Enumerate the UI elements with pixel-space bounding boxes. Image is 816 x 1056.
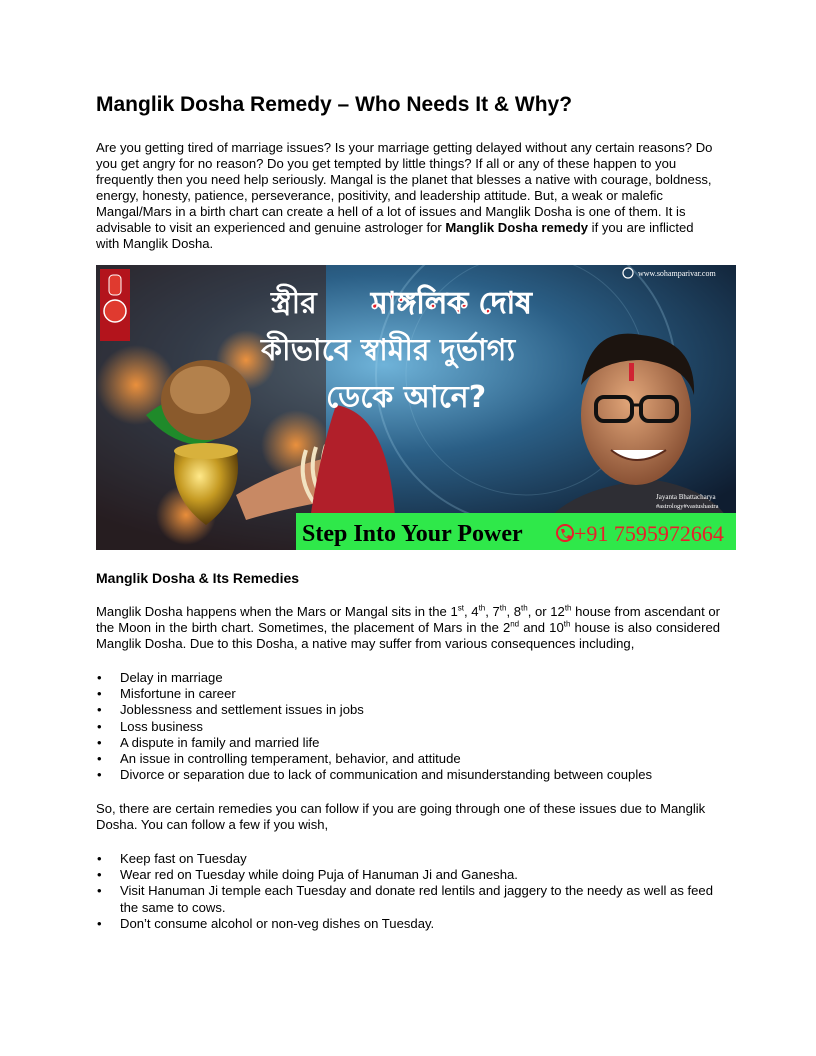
bullet-icon: • — [97, 751, 102, 767]
bullet-icon: • — [97, 734, 102, 750]
bengali-line1-white: স্ত্রীর — [271, 286, 317, 321]
list-item-text: Keep fast on Tuesday — [120, 851, 247, 866]
p2-sup-6: nd — [510, 619, 520, 629]
intro-paragraph — [96, 140, 720, 252]
bullet-icon: • — [97, 718, 102, 734]
remedies-list — [96, 851, 720, 932]
banner-phone: +91 7595972664 — [574, 521, 724, 546]
bengali-line3: ডেকে আনে? — [326, 380, 487, 415]
list-item-text: Loss business — [120, 718, 203, 734]
list-item — [96, 670, 720, 686]
list-item — [96, 686, 720, 702]
list-item — [96, 851, 720, 867]
list-item-text: Wear red on Tuesday while doing Puja of Hanuman Ji and Ganesha. — [120, 867, 518, 883]
intro-text: Are you getting tired of marriage issues? Is your marriage getting delayed without any certain reasons? Do you get angry for no reason? Do you get tempted by little things? If all or any of these happen to you frequently then you need help seriously. Mangal is the planet that blesses a native with courage, boldness, energy, honesty, patience, perseverance, positivity, and leadership attitude. But, a weak or malefic Mangal/Mars in a birth chart can create a hell of a lot of issues and Manglik Dosha is one of them. It is advisable to visit an experienced and genuine astrologer for — [96, 140, 713, 235]
person-handle: #astrology#vastushastra — [656, 503, 719, 510]
section-heading: Manglik Dosha & Its Remedies — [96, 570, 300, 586]
bullet-icon: • — [97, 670, 102, 685]
page-title: Manglik Dosha Remedy – Who Needs It & Why? — [96, 93, 573, 116]
banner-tagline: Step Into Your Power — [302, 521, 523, 547]
list-item-text: Misfortune in career — [120, 686, 236, 702]
list-item — [96, 916, 720, 932]
website-url: www.sohamparivar.com — [638, 269, 716, 278]
p2-sup-4: th — [521, 603, 528, 613]
list-item-text: A dispute in family and married life — [120, 734, 320, 750]
list-item — [96, 735, 720, 751]
list-item — [96, 767, 720, 783]
list-item-text: Joblessness and settlement issues in jobs — [120, 702, 364, 718]
p2-text-4: , 8 — [506, 604, 522, 619]
intro-bold-keyword: Manglik Dosha remedy — [445, 220, 589, 235]
list-item — [96, 883, 720, 915]
banner-graphic — [96, 265, 736, 550]
p2-text-3: , 7 — [485, 604, 500, 619]
p2-text-5: , or 12 — [527, 604, 565, 619]
bullet-icon: • — [97, 915, 102, 931]
bullet-icon: • — [97, 702, 102, 718]
consequences-list — [96, 670, 720, 783]
paragraph-manglik-definition — [96, 604, 720, 652]
p2-sup-3: th — [499, 603, 507, 613]
list-item-text: Don’t consume alcohol or non-veg dishes on Tuesday. — [120, 915, 435, 931]
list-item-text: An issue in controlling temperament, behavior, and attitude — [120, 751, 461, 767]
bullet-icon: • — [97, 767, 102, 783]
bullet-icon: • — [97, 686, 102, 702]
list-item — [96, 702, 720, 718]
bengali-line2: কীভাবে স্বামীর দুর্ভাগ্য — [261, 333, 516, 368]
bengali-line1-red: মাঙ্গলিক দোষ — [371, 286, 532, 321]
p2-text-7: and 10 — [519, 620, 564, 635]
list-item — [96, 867, 720, 883]
bullet-icon: • — [97, 867, 102, 883]
list-item-text: Visit Hanuman Ji temple each Tuesday and donate red lentils and jaggery to the needy as well as feed the same to cows. — [120, 883, 713, 915]
paragraph-remedies-intro: So, there are certain remedies you can follow if you are going through one of these issues due to Manglik Dosha. You can follow a few if you wish, — [96, 801, 706, 832]
p2-sup-2: th — [478, 603, 486, 613]
logo-icon — [100, 269, 130, 341]
list-item-text: Divorce or separation due to lack of communication and misunderstanding between couples — [120, 767, 653, 783]
bullet-icon: • — [97, 851, 102, 866]
p2-text-1: Manglik Dosha happens when the Mars or Mangal sits in the 1 — [96, 604, 458, 619]
list-item — [96, 751, 720, 767]
p2-sup-5: th — [564, 603, 572, 613]
banner-image — [96, 265, 736, 550]
bullet-icon: • — [97, 883, 102, 899]
person-name: Jayanta Bhattacharya — [656, 493, 716, 501]
p2-text-6: house from ascendant or the Moon in the birth chart. Sometimes, the placement of Mars in the 2 — [96, 604, 720, 635]
list-item — [96, 719, 720, 735]
list-item-text: Delay in marriage — [120, 670, 223, 685]
p2-text-8: house is also considered Manglik Dosha. Due to this Dosha, a native may suffer from various consequences including, — [96, 620, 721, 651]
p2-text-2: , 4 — [464, 604, 479, 619]
p2-sup-1: st — [457, 603, 464, 613]
p2-sup-7: th — [563, 619, 571, 629]
intro-text-end: if you are inflicted with Manglik Dosha. — [96, 220, 694, 251]
